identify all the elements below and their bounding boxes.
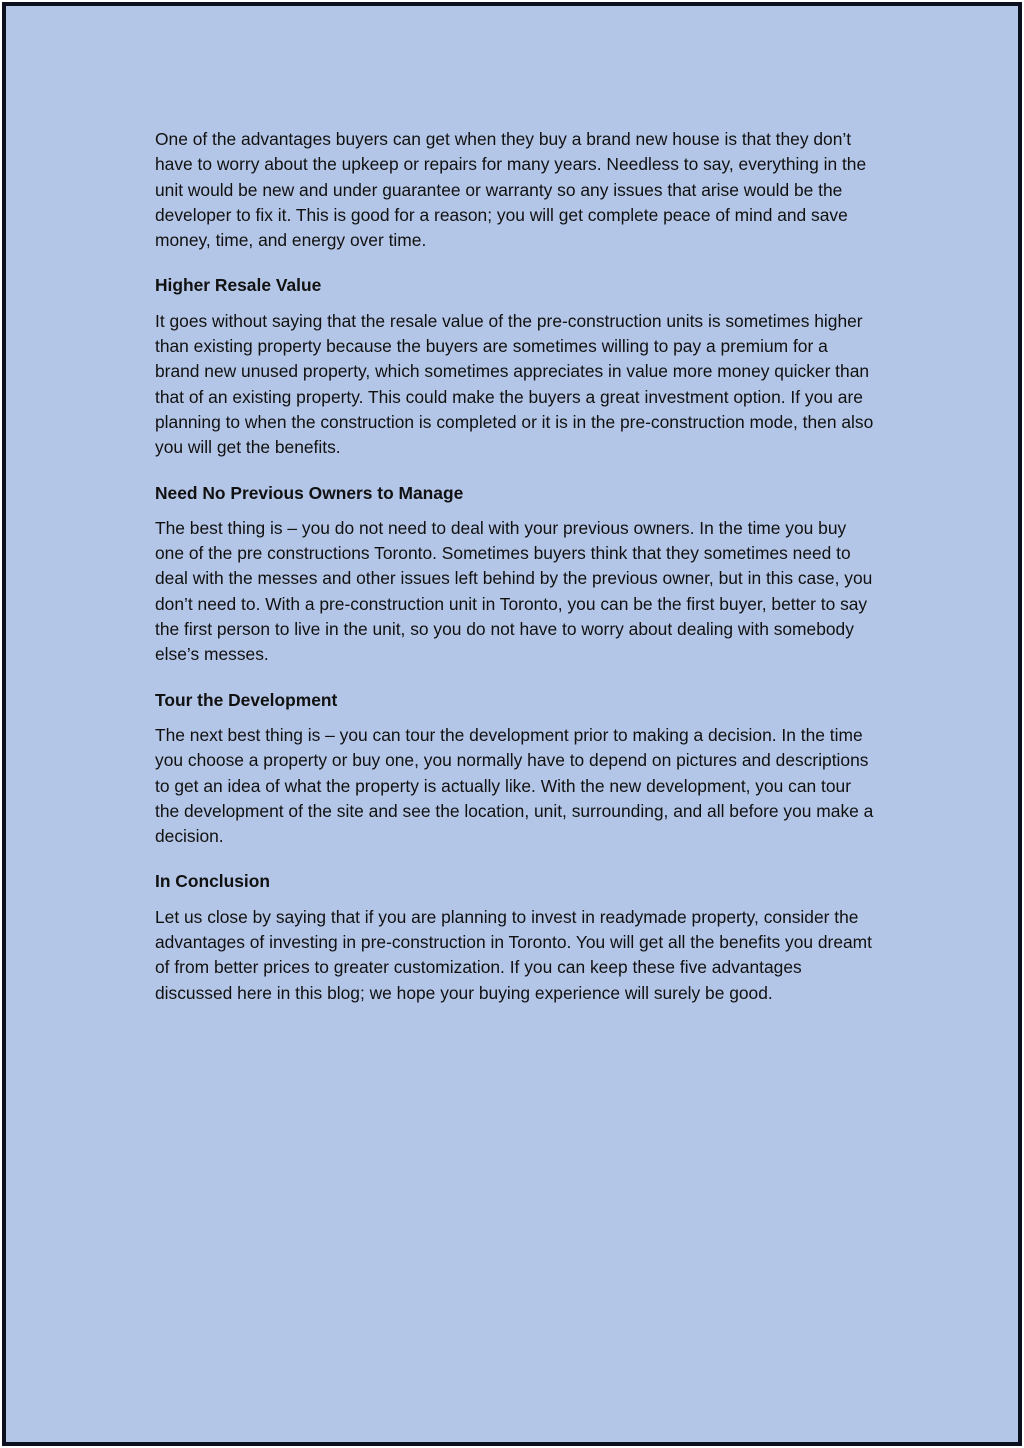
tour-paragraph: The next best thing is – you can tour the development prior to making a decision. In the time you choose a property or buy one, you normally have to depend on pictures and descriptions to get an idea of what the property is actually like. With the new development, you can tour the development of the site and see the location, unit, surrounding, and all before you make a decision. xyxy=(155,724,874,847)
conclusion-paragraph: Let us close by saying that if you are planning to invest in readymade property, consider the advantages of investing in pre-construction in Toronto. You will get all the benefits you dreamt of from better prices to greater customization. If you can keep these five advantages discussed here in this blog; we hope your buying experience will surely be good. xyxy=(155,906,872,1003)
heading-tour-the-development: Tour the Development xyxy=(155,689,338,710)
heading-need-no-previous-owners: Need No Previous Owners to Manage xyxy=(155,482,464,503)
document-body xyxy=(155,127,875,1026)
owners-paragraph: The best thing is – you do not need to deal with your previous owners. In the time you buy one of the pre constructions Toronto. Sometimes buyers think that they sometimes need to deal with the messes and other issues left behind by the previous owner, but in this case, you don’t need to. With a pre-construction unit in Toronto, you can be the first buyer, better to say the first person to live in the unit, so you do not have to worry about dealing with somebody else’s messes. xyxy=(155,517,873,665)
intro-paragraph: One of the advantages buyers can get when they buy a brand new house is that they don’t have to worry about the upkeep or repairs for many years. Needless to say, everything in the unit would be new and under guarantee or warranty so any issues that arise would be the developer to fix it. This is good for a reason; you will get complete peace of mind and save money, time, and energy over time. xyxy=(155,129,867,251)
resale-paragraph: It goes without saying that the resale value of the pre-construction units is sometimes higher than existing property because the buyers are sometimes willing to pay a premium for a brand new unused property, which sometimes appreciates in value more money quicker than that of an existing property. This could make the buyers a great investment option. If you are planning to when the construction is completed or it is in the pre-construction mode, then also you will get the benefits. xyxy=(155,310,874,458)
heading-in-conclusion: In Conclusion xyxy=(155,871,270,892)
heading-higher-resale-value: Higher Resale Value xyxy=(155,275,322,296)
document-page xyxy=(2,2,1022,1446)
